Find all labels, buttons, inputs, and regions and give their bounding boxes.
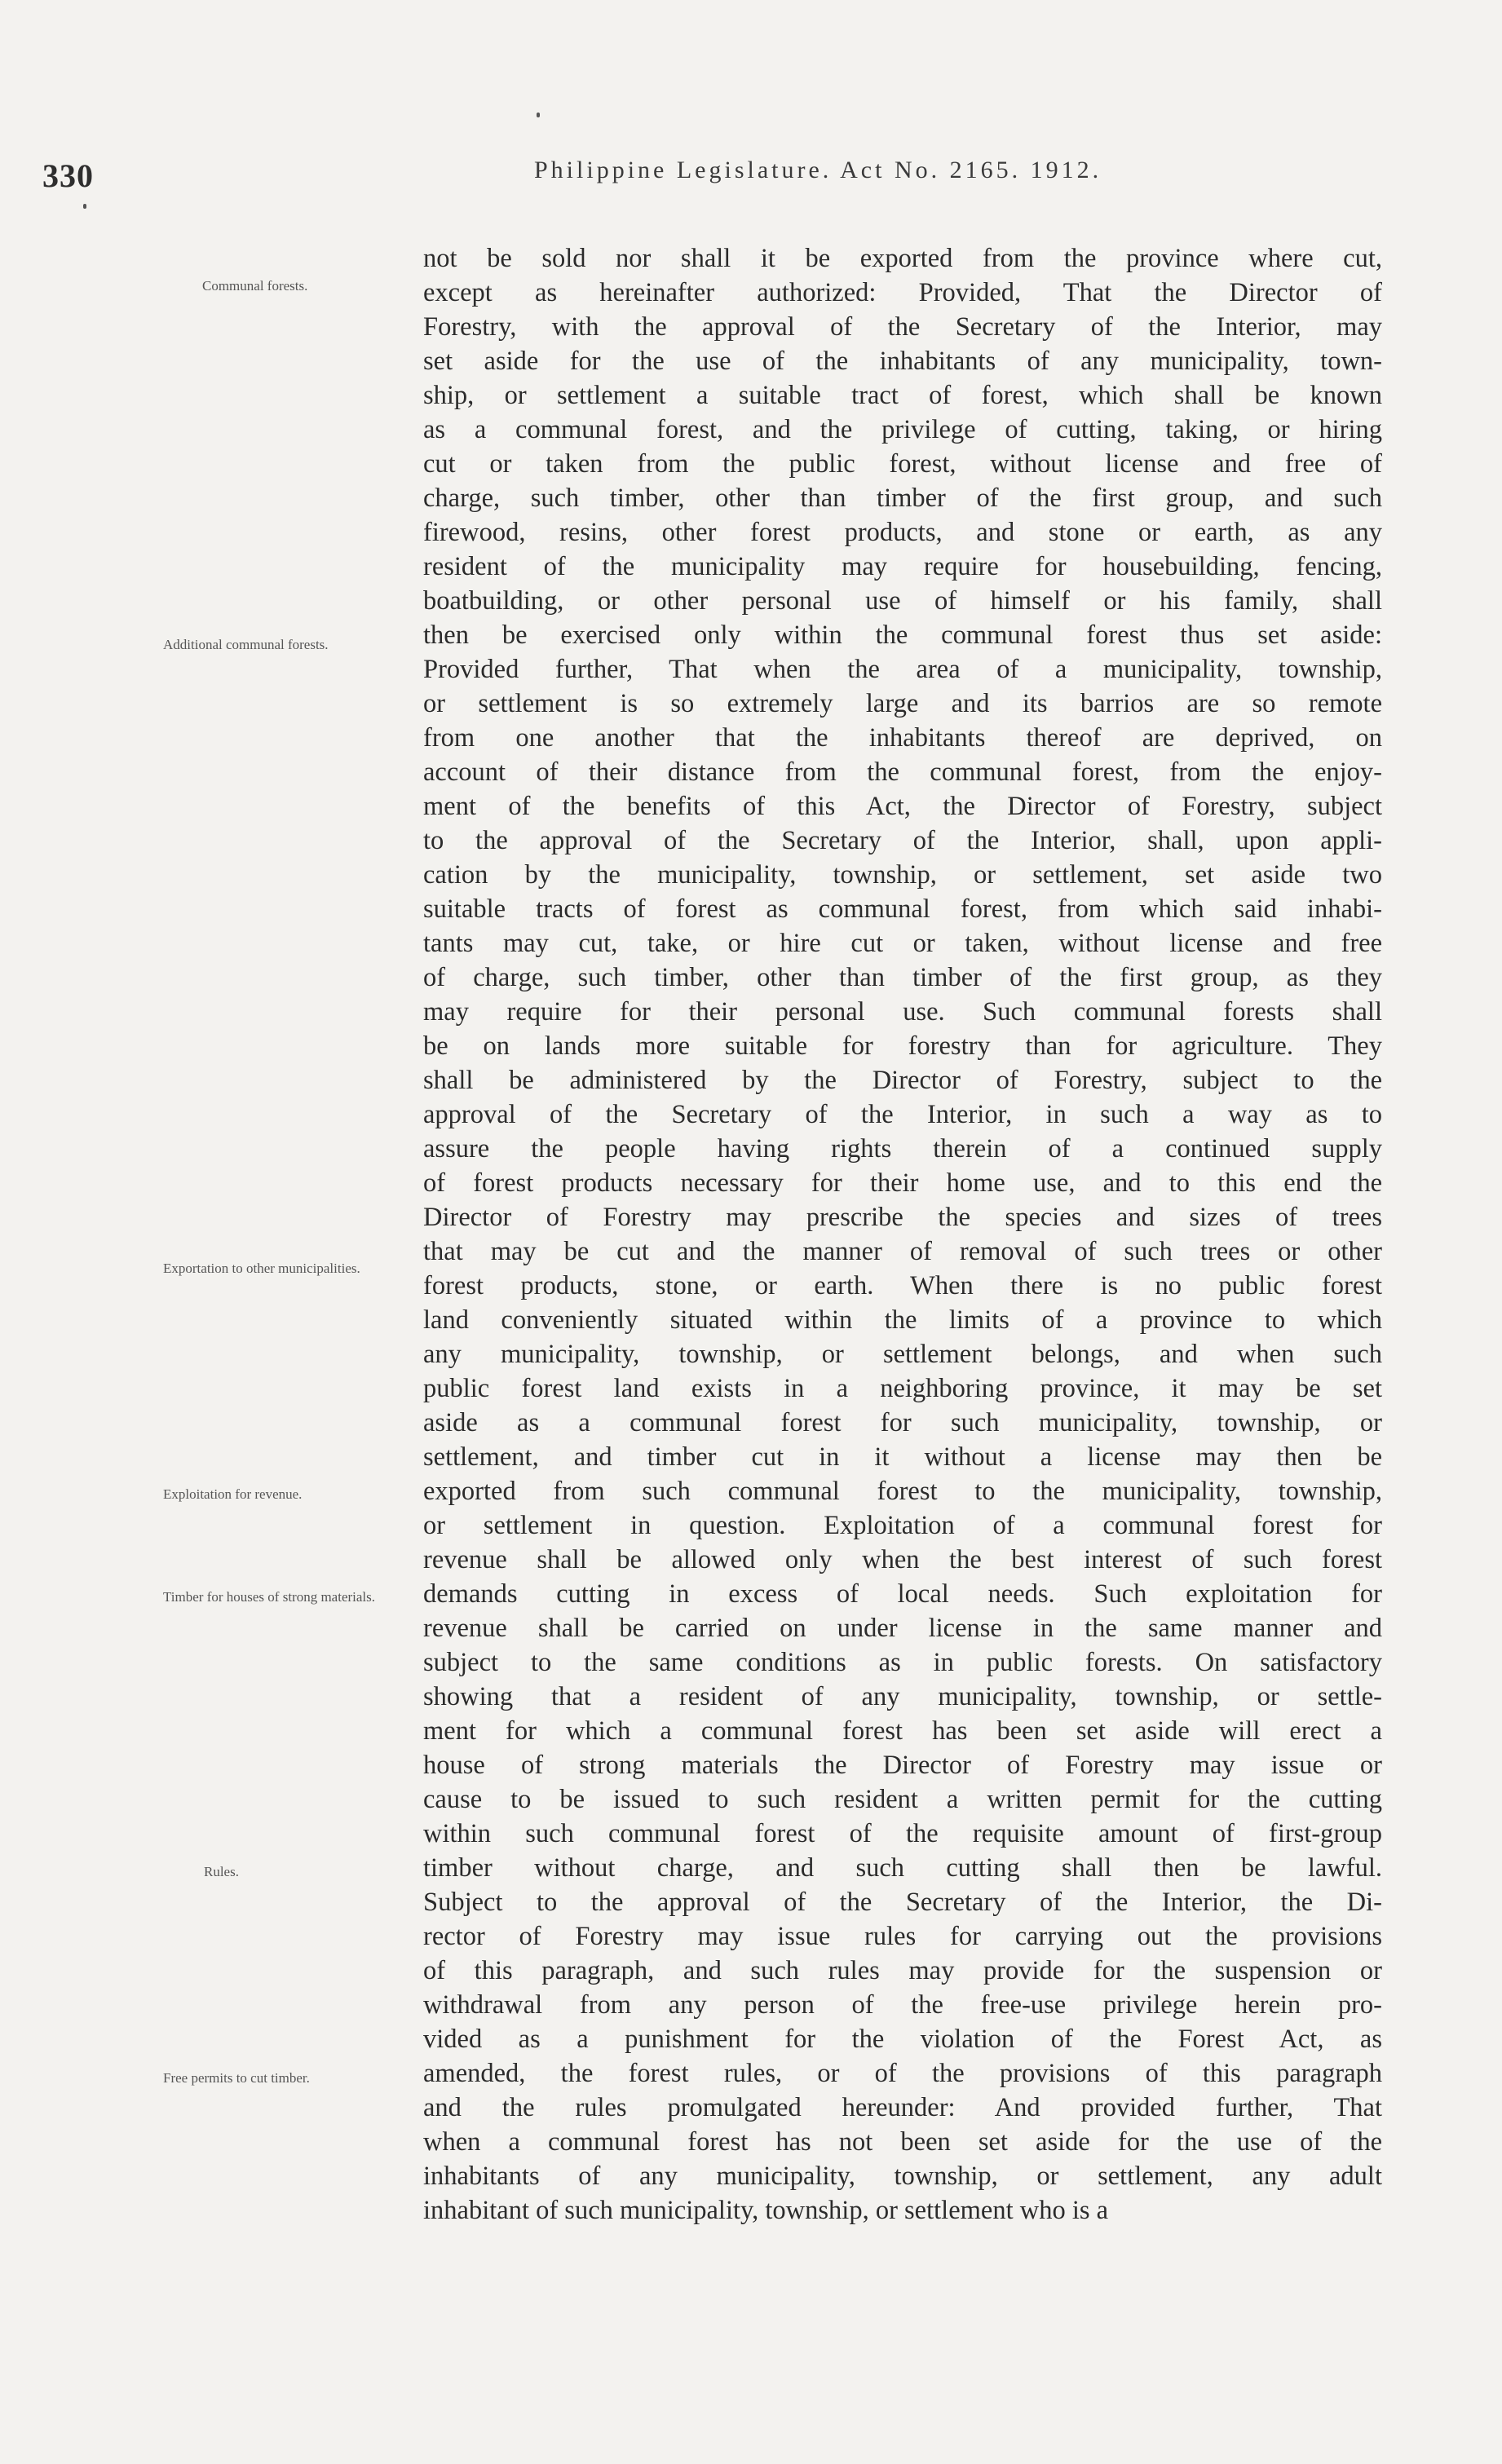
body-line: of charge, such timber, other than timber of the first group, as they	[423, 963, 1382, 992]
body-line: may require for their personal use. Such communal forests shall	[423, 997, 1382, 1027]
body-line: subject to the same conditions as in public forests. On satisfactory	[423, 1648, 1382, 1677]
body-line: not be sold nor shall it be exported from the province where cut,	[423, 244, 1382, 273]
body-line: account of their distance from the communal forest, from the enjoy-	[423, 757, 1382, 787]
body-line: vided as a punishment for the violation of the Forest Act, as	[423, 2025, 1382, 2054]
body-line: suitable tracts of forest as communal forest, from which said inhabi-	[423, 894, 1382, 924]
body-line: revenue shall be allowed only when the best interest of such forest	[423, 1545, 1382, 1574]
body-line: house of strong materials the Director of Forestry may issue or	[423, 1751, 1382, 1780]
body-line: Provided further, That when the area of a municipality, township,	[423, 655, 1382, 684]
body-line: exported from such communal forest to the municipality, township,	[423, 1477, 1382, 1506]
body-line: forest products, stone, or earth. When there is no public forest	[423, 1271, 1382, 1300]
body-line: cause to be issued to such resident a written permit for the cutting	[423, 1785, 1382, 1814]
body-line: or settlement is so extremely large and its barrios are so remote	[423, 689, 1382, 718]
body-line: assure the people having rights therein of a continued supply	[423, 1134, 1382, 1164]
body-line: aside as a communal forest for such municipality, township, or	[423, 1408, 1382, 1437]
body-line: or settlement in question. Exploitation of a communal forest for	[423, 1511, 1382, 1540]
body-line: inhabitant of such municipality, township, or settlement who is a	[423, 2196, 1109, 2225]
body-line: and the rules promulgated hereunder: And provided further, That	[423, 2093, 1382, 2122]
body-line: revenue shall be carried on under license in the same manner and	[423, 1614, 1382, 1643]
body-line: approval of the Secretary of the Interior, in such a way as to	[423, 1100, 1382, 1129]
body-line: set aside for the use of the inhabitants of any municipality, town-	[423, 347, 1382, 376]
body-line: boatbuilding, or other personal use of himself or his family, shall	[423, 586, 1382, 616]
margin-note-timber-houses: Timber for houses of strong materials.	[163, 1589, 376, 1605]
margin-note-additional-communal-forests: Additional communal forests.	[163, 637, 329, 652]
body-line: timber without charge, and such cutting shall then be lawful.	[423, 1853, 1382, 1883]
body-line: of this paragraph, and such rules may provide for the suspension or	[423, 1956, 1382, 1985]
margin-note-free-permits: Free permits to cut timber.	[163, 2070, 310, 2086]
body-line: cation by the municipality, township, or settlement, set aside two	[423, 860, 1382, 890]
body-line: except as hereinafter authorized: Provided, That the Director of	[423, 278, 1382, 307]
body-line: charge, such timber, other than timber of the first group, and such	[423, 484, 1382, 513]
margin-note-exportation: Exportation to other municipalities.	[163, 1261, 360, 1276]
print-speck	[537, 113, 540, 117]
body-line: Director of Forestry may prescribe the species and sizes of trees	[423, 1203, 1382, 1232]
margin-note-exploitation: Exploitation for revenue.	[163, 1486, 303, 1502]
body-line: land conveniently situated within the limits of a province to which	[423, 1305, 1382, 1335]
body-line: inhabitants of any municipality, township, or settlement, any adult	[423, 2162, 1382, 2191]
body-line: withdrawal from any person of the free-use privilege herein pro-	[423, 1990, 1382, 2020]
body-line: Subject to the approval of the Secretary of the Interior, the Di-	[423, 1888, 1382, 1917]
body-line: ment of the benefits of this Act, the Director of Forestry, subject	[423, 792, 1382, 821]
body-line: amended, the forest rules, or of the provisions of this paragraph	[423, 2059, 1382, 2088]
body-line: ship, or settlement a suitable tract of forest, which shall be known	[423, 381, 1382, 410]
body-line: public forest land exists in a neighboring province, it may be set	[423, 1374, 1382, 1403]
body-line: rector of Forestry may issue rules for carrying out the provisions	[423, 1922, 1382, 1951]
body-line: within such communal forest of the requisite amount of first-group	[423, 1819, 1382, 1848]
body-line: shall be administered by the Director of Forestry, subject to the	[423, 1066, 1382, 1095]
body-line: settlement, and timber cut in it without a license may then be	[423, 1442, 1382, 1472]
body-line: then be exercised only within the communal forest thus set aside:	[423, 620, 1382, 650]
body-line: Forestry, with the approval of the Secretary of the Interior, may	[423, 312, 1382, 342]
page-number: 330	[42, 157, 94, 194]
body-line: when a communal forest has not been set aside for the use of the	[423, 2127, 1382, 2157]
body-line: tants may cut, take, or hire cut or taken, without license and free	[423, 929, 1382, 958]
body-line: showing that a resident of any municipality, township, or settle-	[423, 1682, 1382, 1711]
body-line: as a communal forest, and the privilege of cutting, taking, or hiring	[423, 415, 1382, 444]
print-speck	[83, 204, 86, 209]
body-line: resident of the municipality may require for housebuilding, fencing,	[423, 552, 1382, 581]
body-line: demands cutting in excess of local needs. Such exploitation for	[423, 1579, 1382, 1609]
body-line: be on lands more suitable for forestry than for agriculture. They	[423, 1031, 1382, 1061]
body-line: to the approval of the Secretary of the Interior, shall, upon appli-	[423, 826, 1382, 855]
running-head: Philippine Legislature. Act No. 2165. 1912.	[534, 157, 1102, 183]
margin-note-rules: Rules.	[204, 1864, 239, 1879]
body-line: firewood, resins, other forest products, and stone or earth, as any	[423, 518, 1382, 547]
body-text	[423, 241, 1382, 2228]
margin-note-communal-forests: Communal forests.	[202, 278, 308, 294]
body-line: cut or taken from the public forest, without license and free of	[423, 449, 1382, 479]
body-line: of forest products necessary for their home use, and to this end the	[423, 1168, 1382, 1198]
body-line: that may be cut and the manner of removal of such trees or other	[423, 1237, 1382, 1266]
body-line: ment for which a communal forest has been set aside will erect a	[423, 1716, 1382, 1746]
body-line: any municipality, township, or settlement belongs, and when such	[423, 1340, 1382, 1369]
body-line: from one another that the inhabitants thereof are deprived, on	[423, 723, 1382, 753]
